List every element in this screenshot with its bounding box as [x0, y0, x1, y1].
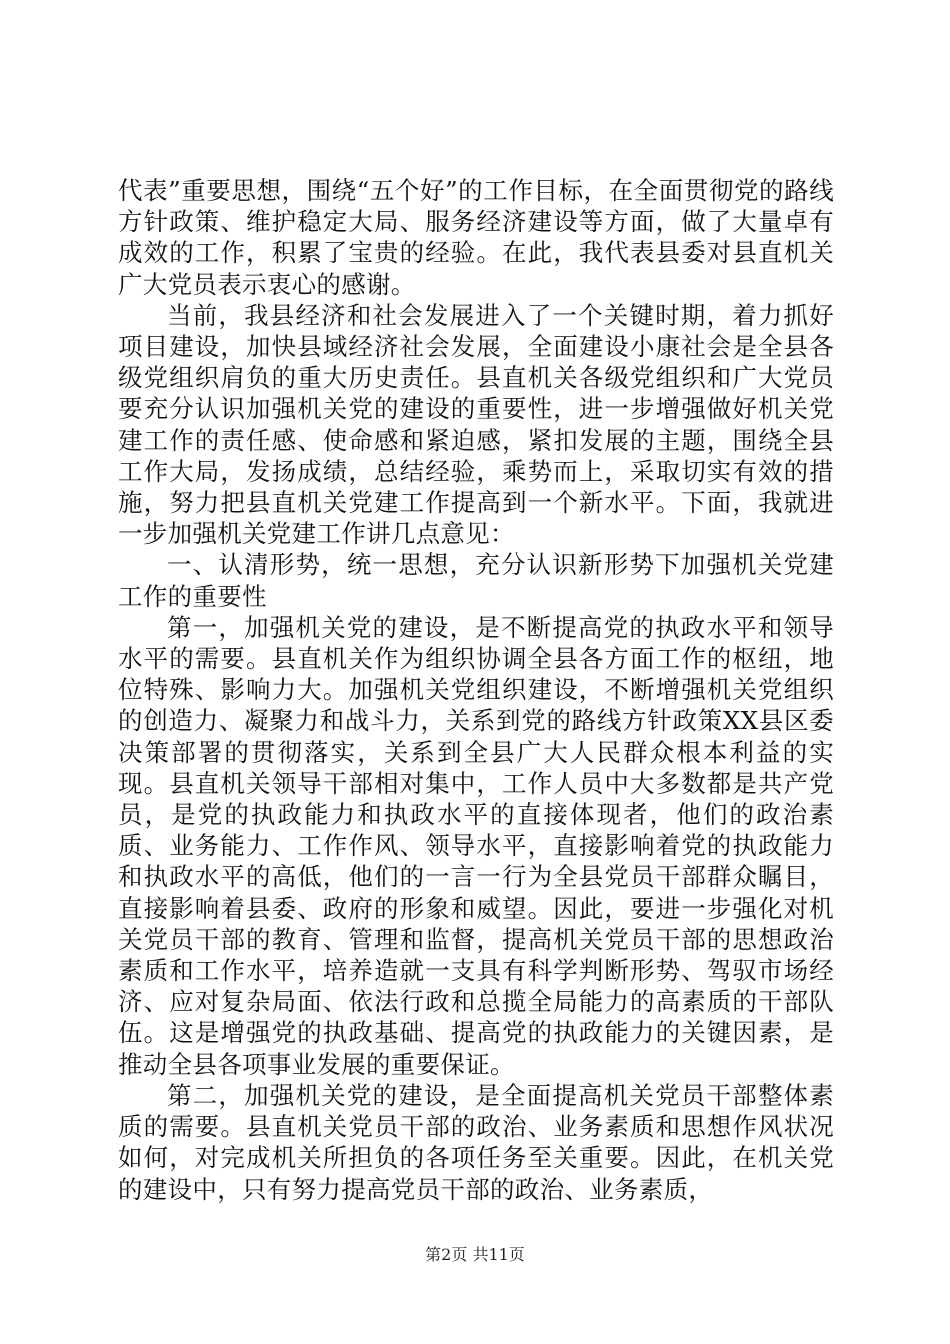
page-number-footer: 第2页 共11页	[425, 1245, 525, 1264]
paragraph-2: 当前，我县经济和社会发展进入了一个关键时期，着力抓好项目建设，加快县域经济社会发展，全面建设小康社会是全县各级党组织肩负的重大历史责任。县直机关各级党组织和广大党员要充分认识加强机关党的建设的重要性，进一步增强做好机关党建工作的责任感、使命感和紧迫感，紧扣发展的主题，围绕全县工作大局，发扬成绩，总结经验，乘势而上，采取切实有效的措施，努力把县直机关党建工作提高到一个新水平。下面，我就进一步加强机关党建工作讲几点意见：	[118, 300, 834, 549]
paragraph-3: 第一，加强机关党的建设，是不断提高党的执政水平和领导水平的需要。县直机关作为组织协调全县各方面工作的枢纽，地位特殊、影响力大。加强机关党组织建设，不断增强机关党组织的创造力、凝聚力和战斗力，关系到党的路线方针政策XX县区委决策部署的贯彻落实，关系到全县广大人民群众根本利益的实现。县直机关领导干部相对集中，工作人员中大多数都是共产党员，是党的执政能力和执政水平的直接体现者，他们的政治素质、业务能力、工作作风、领导水平，直接影响着党的执政能力和执政水平的高低，他们的一言一行为全县党员干部群众瞩目，直接影响着县委、政府的形象和威望。因此，要进一步强化对机关党员干部的教育、管理和监督，提高机关党员干部的思想政治素质和工作水平，培养造就一支具有科学判断形势、驾驭市场经济、应对复杂局面、依法行政和总揽全局能力的高素质的干部队伍。这是增强党的执政基础、提高党的执政能力的关键因素，是推动全县各项事业发展的重要保证。	[118, 612, 834, 1079]
paragraph-4: 第二，加强机关党的建设，是全面提高机关党员干部整体素质的需要。县直机关党员干部的政治、业务素质和思想作风状况如何，对完成机关所担负的各项任务至关重要。因此，在机关党的建设中，只有努力提高党员干部的政治、业务素质，	[118, 1080, 834, 1204]
body-text	[118, 175, 834, 1205]
paragraph-1: 代表”重要思想，围绕“五个好”的工作目标，在全面贯彻党的路线方针政策、维护稳定大局、服务经济建设等方面，做了大量卓有成效的工作，积累了宝贵的经验。在此，我代表县委对县直机关广大党员表示衷心的感谢。	[118, 176, 834, 299]
section-heading-1: 一、认清形势，统一思想，充分认识新形势下加强机关党建工作的重要性	[118, 550, 834, 611]
